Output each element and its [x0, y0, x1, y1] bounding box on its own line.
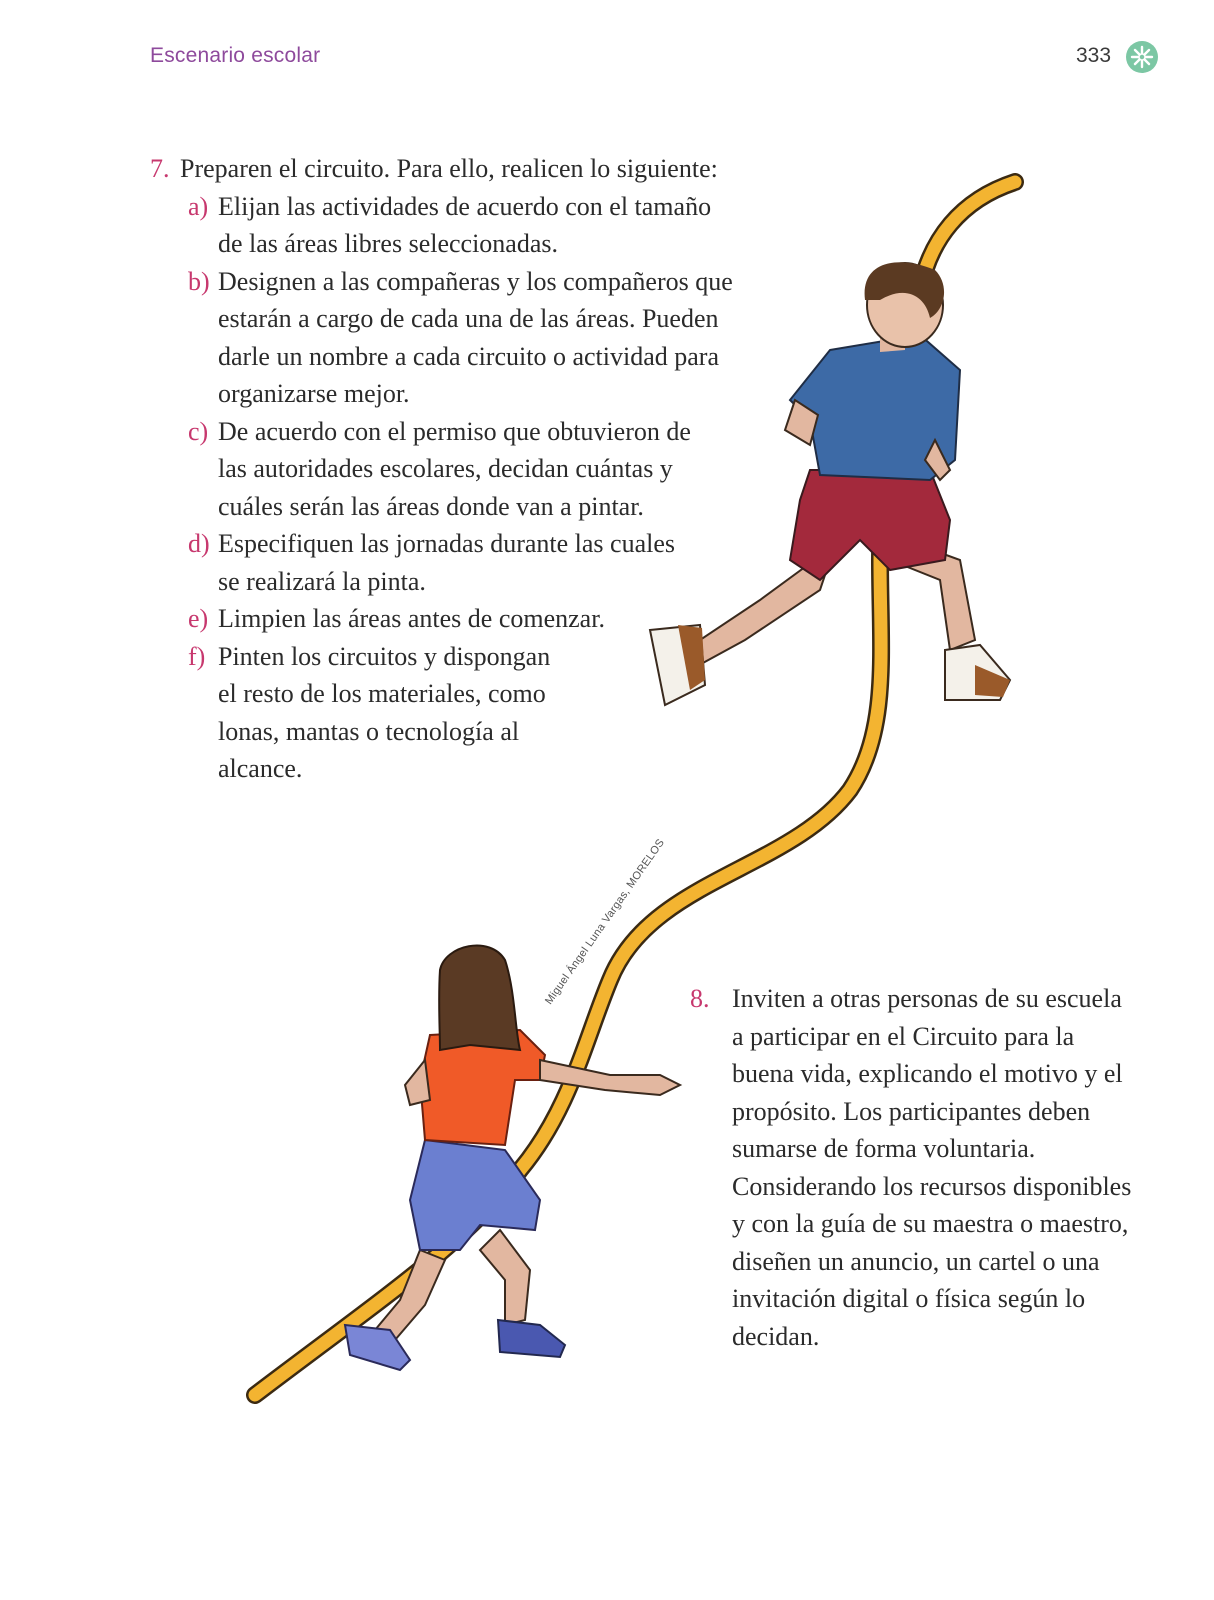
item-text: Limpien las áreas antes de comenzar.: [218, 604, 605, 633]
list-item: [150, 188, 718, 263]
step-number: 7.: [150, 154, 170, 183]
runner-girl: [345, 946, 680, 1370]
item-letter: c): [188, 416, 209, 446]
step-7-instructions: [150, 150, 770, 788]
step-number: 8.: [690, 984, 710, 1013]
step-text: Inviten a otras personas de su escuela a participar en el Circuito para la buena vida, explicando el motivo y el propósito. Los participantes deben sumarse de forma voluntaria. Considerando los recursos disponibles y con la guía de su maestra o maestro, diseñen un anuncio, un cartel o una invitación digital o física según lo decidan.: [732, 984, 1132, 1351]
list-item: [150, 413, 698, 526]
item-letter: f): [188, 641, 206, 671]
item-text: Elijan las actividades de acuerdo con el tamaño de las áreas libres seleccionadas.: [218, 191, 712, 258]
item-letter: a): [188, 191, 209, 221]
illustrator-credit: Miguel Ángel Luna Vargas, MORELOS: [543, 836, 668, 1007]
item-letter: d): [188, 529, 210, 558]
item-text: Especifiquen las jornadas durante las cuales se realizará la pinta.: [218, 529, 675, 596]
step-7-heading: [150, 150, 770, 188]
step-8-instructions: [690, 980, 1132, 1355]
item-text: Designen a las compañeras y los compañeros que estarán a cargo de cada una de las áreas. Pueden darle un nombre a cada circuito o actividad para organizarse mejor.: [218, 266, 733, 408]
item-letter: b): [188, 266, 210, 296]
step-intro: Preparen el circuito. Para ello, realicen lo siguiente:: [180, 154, 718, 183]
page-number: 333: [1076, 44, 1112, 67]
list-item: [150, 525, 688, 600]
list-item: [150, 638, 558, 788]
list-item: [150, 263, 748, 413]
item-text: Pinten los circuitos y dispongan el resto de los materiales, como lonas, mantas o tecnología al alcance.: [218, 641, 551, 783]
item-text: De acuerdo con el permiso que obtuvieron de las autoridades escolares, decidan cuántas y cuáles serán las áreas donde van a pintar.: [218, 416, 691, 521]
list-item: [150, 600, 678, 638]
section-title: Escenario escolar: [150, 44, 321, 67]
item-letter: e): [188, 604, 209, 633]
